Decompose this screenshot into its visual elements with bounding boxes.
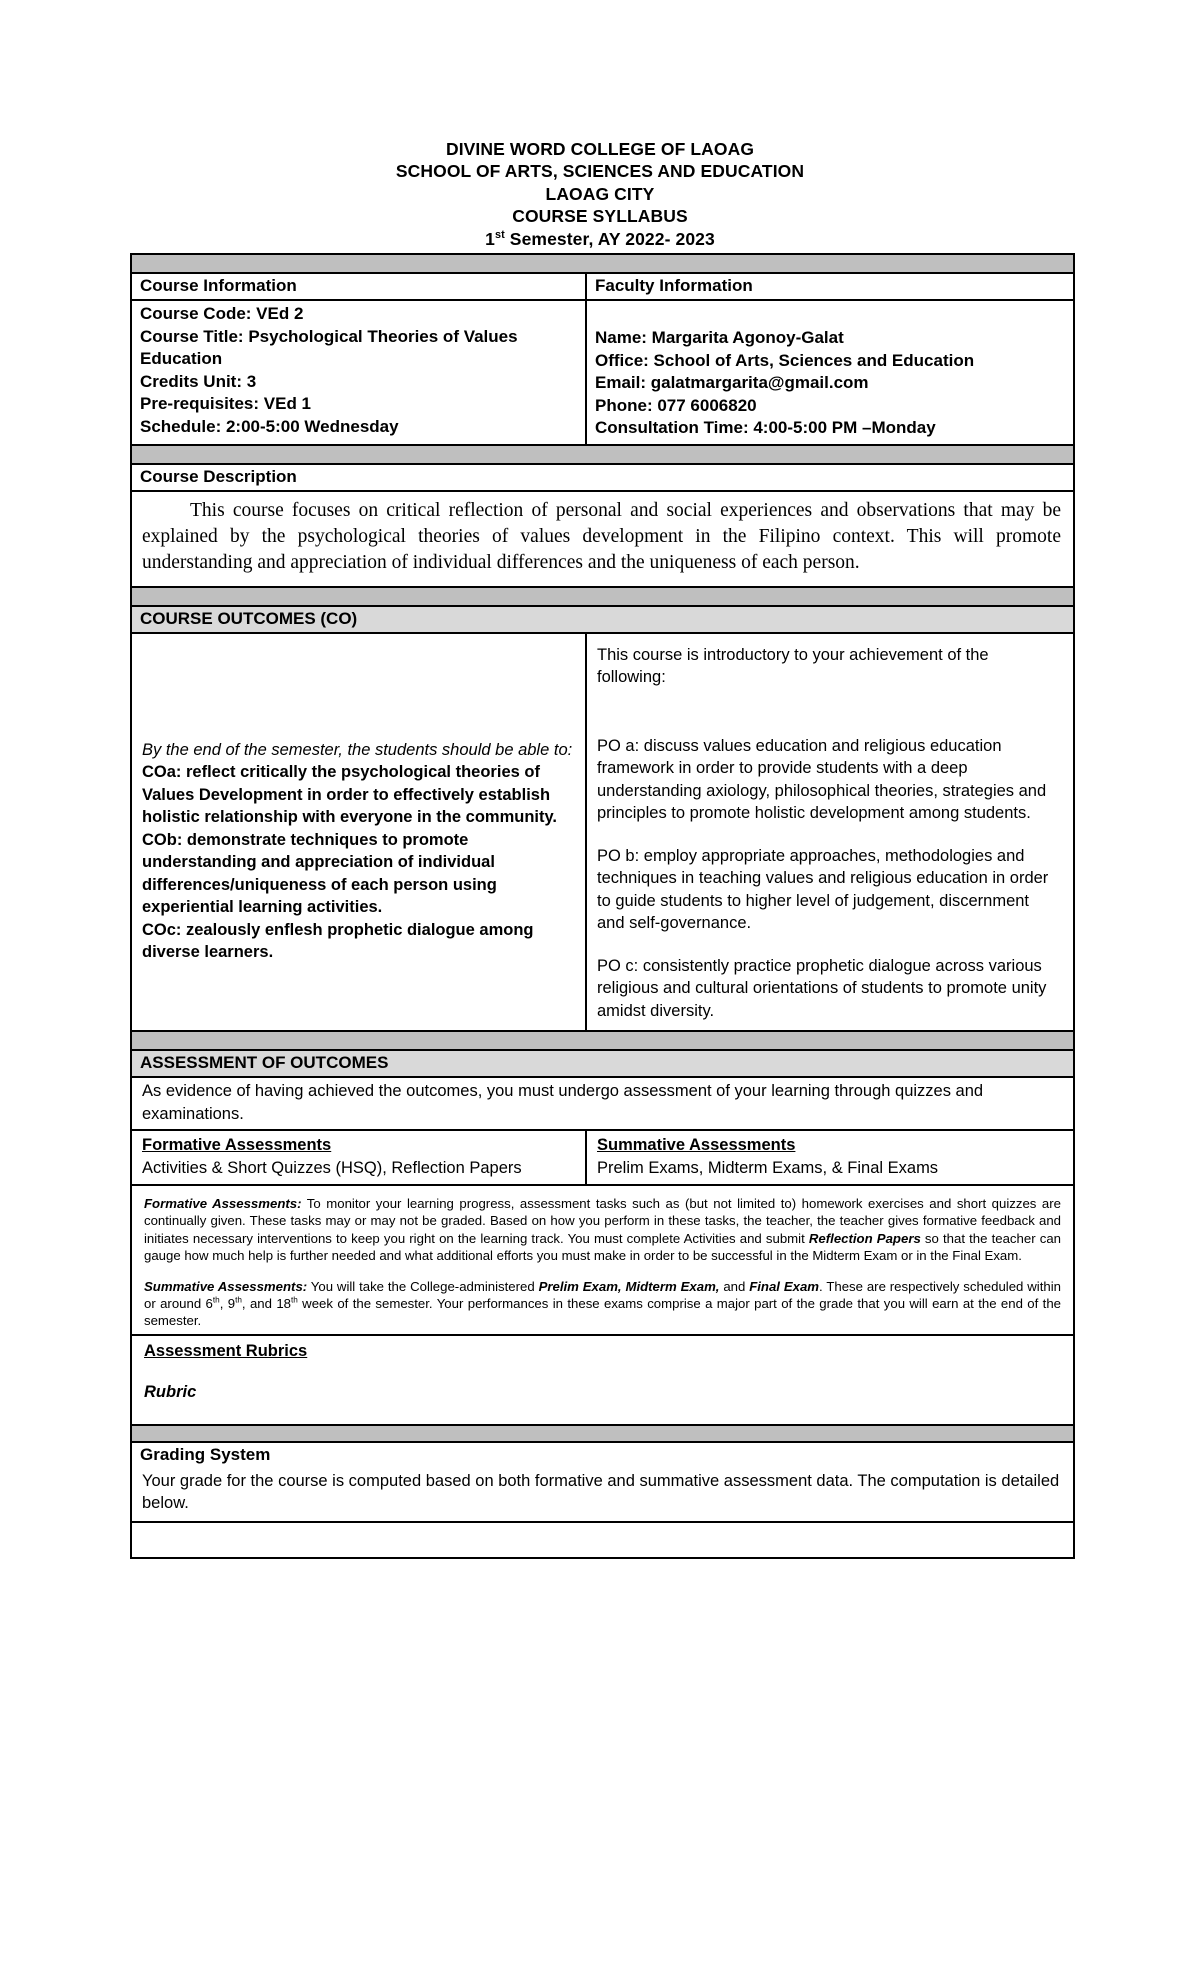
prelim-midterm-emphasis: Prelim Exam, Midterm Exam, — [538, 1278, 720, 1294]
ordinal-6th: th — [212, 1295, 220, 1305]
co-intro-text: By the end of the semester, the students should be able to: — [142, 740, 573, 759]
assessment-of-outcomes-heading: ASSESSMENT OF OUTCOMES — [132, 1051, 1073, 1078]
summative-detail-text-4: , 9 — [219, 1296, 236, 1312]
syllabus-table — [130, 253, 1075, 1559]
course-title: Course Title: Psychological Theories of Values Education — [140, 326, 518, 368]
separator-band-outcomes — [132, 588, 1073, 607]
course-information-cell — [132, 301, 587, 444]
course-outcomes-left-cell — [132, 634, 587, 1031]
po-item-c: PO c: consistently practice prophetic dialogue across various religious and cultural orientations of students to promote unity amidst diversity. — [597, 956, 1047, 1020]
summative-detail-paragraph — [144, 1278, 1061, 1330]
po-item-a: PO a: discuss values education and religious education framework in order to provide students with a deep understanding axiology, philosophical theories, strategies and principles to promote holistic development among students. — [597, 736, 1047, 822]
co-item-c: COc: zealously enflesh prophetic dialogue among diverse learners. — [142, 920, 534, 961]
semester-ordinal-suffix: st — [495, 228, 505, 241]
separator-band-assessment — [132, 1032, 1073, 1051]
grading-system-body: Your grade for the course is computed based on both formative and summative assessment data. The computation is detailed below. — [142, 1471, 1060, 1513]
final-exam-emphasis: Final Exam — [749, 1278, 820, 1294]
co-item-a: COa: reflect critically the psychological theories of Values Development in order to effectively establish holistic relationship with everyone in the community. — [142, 763, 558, 826]
faculty-consultation-time: Consultation Time: 4:00-5:00 PM –Monday — [595, 418, 936, 437]
assessment-fine-print — [132, 1186, 1073, 1334]
faculty-phone: Phone: 077 6006820 — [595, 395, 757, 415]
course-code: Course Code: VEd 2 — [140, 304, 304, 323]
course-outcomes-heading: COURSE OUTCOMES (CO) — [132, 607, 1073, 634]
city-name: LAOAG CITY — [545, 183, 655, 204]
document-type: COURSE SYLLABUS — [512, 206, 688, 227]
school-name: SCHOOL OF ARTS, SCIENCES AND EDUCATION — [395, 161, 805, 182]
faculty-office: Office: School of Arts, Sciences and Education — [595, 350, 975, 370]
semester-number: 1 — [485, 228, 495, 249]
semester-year: Semester, AY 2022- 2023 — [504, 228, 715, 249]
formative-detail-label: Formative Assessments: — [144, 1196, 302, 1211]
formative-detail-text-1: To monitor your learning progress, assessment tasks such as (but not limited to) homework exercises and short quizzes are continually given. These tasks may or may not be graded. Based on how you perform in these tasks, the teacher, the teacher gives formative feedback and initiates necessary interventions to keep you right on the learning track. You must complete Activities and submit — [144, 1196, 1061, 1246]
separator-band-grading — [132, 1424, 1073, 1443]
table-tail-space — [132, 1521, 1073, 1557]
info-body-row — [132, 301, 1073, 446]
course-description-heading: Course Description — [132, 465, 1073, 492]
faculty-name: Name: Margarita Agonoy-Galat — [595, 328, 844, 347]
summative-detail-text-3: . These are respectively scheduled within or around 6 — [144, 1278, 1061, 1312]
summative-assessments-cell — [587, 1131, 1073, 1184]
formative-detail-text-2: so that the teacher can gauge how much help is further needed and what additional efforts you must make in order to be successful in the Midterm Exam or in the Final Exam. — [144, 1230, 1061, 1264]
formative-assessments-cell — [132, 1131, 587, 1184]
ordinal-18th: th — [290, 1295, 298, 1305]
summative-detail-text-2: and — [719, 1278, 750, 1294]
faculty-information-heading: Faculty Information — [595, 276, 753, 295]
summative-detail-text-5: , and 18 — [241, 1296, 291, 1312]
institution-name: DIVINE WORD COLLEGE OF LAOAG — [445, 139, 755, 159]
summative-detail-text-1: You will take the College-administered — [307, 1278, 539, 1294]
course-schedule: Schedule: 2:00-5:00 Wednesday — [140, 416, 399, 436]
assessment-rubrics-heading: Assessment Rubrics — [144, 1341, 308, 1360]
summative-detail-text-6: week of the semester. Your performances in these exams comprise a major part of the grade that you will earn at the end of the semester. — [144, 1296, 1061, 1329]
assessment-intro-text: As evidence of having achieved the outcomes, you must undergo assessment of your learning through quizzes and examinations. — [132, 1078, 1073, 1131]
formative-assessments-heading: Formative Assessments — [142, 1136, 332, 1154]
summative-assessments-body: Prelim Exams, Midterm Exams, & Final Exams — [597, 1158, 939, 1177]
semester-line — [125, 228, 1075, 250]
formative-detail-paragraph — [144, 1195, 1061, 1265]
co-item-b: COb: demonstrate techniques to promote understanding and appreciation of individual differences/uniqueness of each person using experiential learning activities. — [142, 830, 497, 916]
reflection-papers-emphasis: Reflection Papers — [808, 1230, 921, 1246]
course-prerequisites: Pre-requisites: VEd 1 — [140, 394, 312, 413]
course-outcomes-row — [132, 634, 1073, 1033]
separator-band-top — [132, 255, 1073, 274]
rubric-label: Rubric — [144, 1382, 197, 1401]
course-credits: Credits Unit: 3 — [140, 371, 257, 391]
po-item-b: PO b: employ appropriate approaches, methodologies and techniques in teaching values and religious education in order to guide students to higher level of judgement, discernment and self-governance. — [597, 846, 1049, 932]
grading-system-heading: Grading System — [132, 1443, 1073, 1468]
assessment-types-row — [132, 1131, 1073, 1186]
separator-band-description — [132, 446, 1073, 465]
info-header-row — [132, 274, 1073, 301]
ordinal-9th: th — [235, 1295, 242, 1305]
course-information-heading: Course Information — [132, 274, 587, 299]
formative-assessments-body: Activities & Short Quizzes (HSQ), Reflection Papers — [142, 1158, 522, 1177]
summative-assessments-heading: Summative Assessments — [597, 1136, 796, 1154]
summative-detail-label: Summative Assessments: — [144, 1278, 308, 1294]
document-heading — [125, 138, 1075, 250]
course-description-body — [132, 492, 1073, 588]
assessment-rubrics-block — [132, 1334, 1073, 1424]
faculty-email: Email: galatmargarita@gmail.com — [595, 373, 869, 392]
faculty-information-cell — [587, 301, 1073, 444]
po-intro-text: This course is introductory to your achievement of the following: — [597, 645, 989, 686]
course-description-text: This course focuses on critical reflection of personal and social experiences and observations that may be explained by the psychological theories of values development in the Filipino context. This will promote understanding and appreciation of individual differences and the uniqueness of each person. — [142, 499, 1061, 573]
program-outcomes-cell — [587, 634, 1073, 1031]
